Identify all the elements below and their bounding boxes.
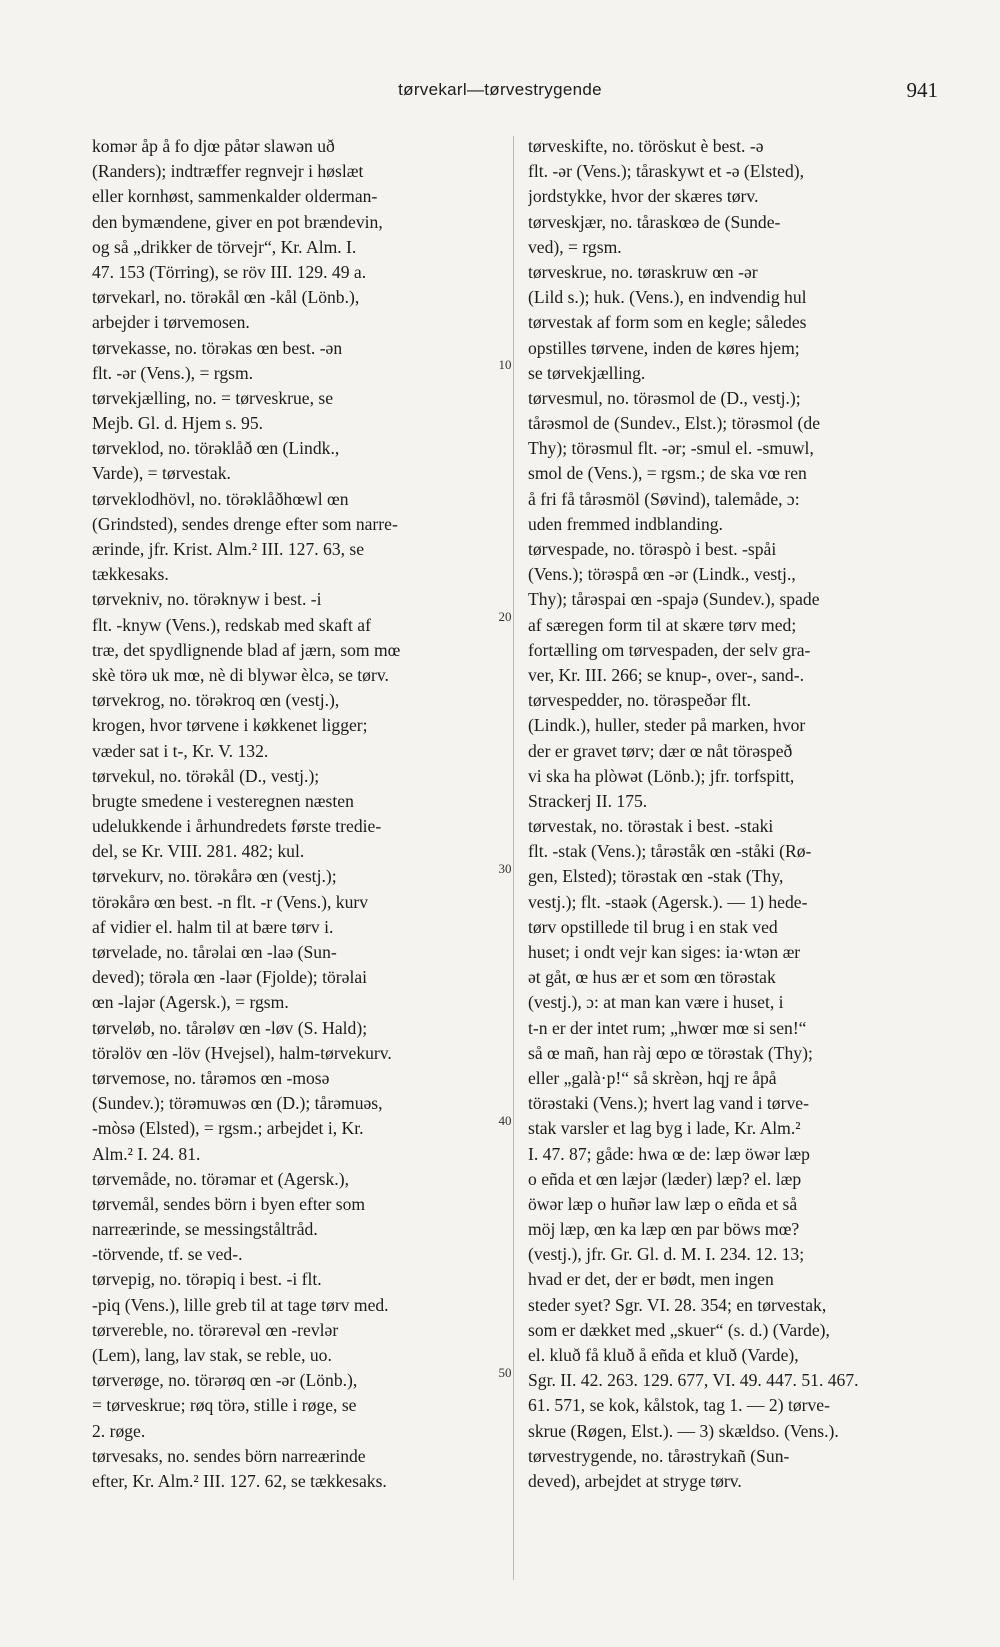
text-line: så œ mañ, han ràj œpo œ törəstak (Thy); (528, 1042, 813, 1063)
text-line: flt. -stak (Vens.); tårəståk œn -ståki (Rø- (528, 841, 812, 862)
text-line: tørveskjær, no. tåraskœə de (Sunde- (528, 211, 781, 232)
text-line: (Sundev.); törəmuwəs œn (D.); tårəmuəs, (92, 1093, 383, 1114)
text-line: tørveskifte, no. töröskut è best. -ə (528, 136, 764, 156)
text-line: törəstaki (Vens.); hvert lag vand i tørve- (528, 1093, 809, 1114)
text-line: træ, det spydlignende blad af jærn, som mœ (92, 639, 401, 660)
text-line: flt. -knyw (Vens.), redskab med skaft af (92, 614, 371, 635)
text-line: brugte smedene i vesteregnen næsten (92, 790, 354, 811)
text-line: eller „galà·p!“ så skrèən, hqj re åpå (528, 1067, 777, 1088)
text-line: der er gravet tørv; dær œ nåt törəspeð (528, 740, 793, 761)
text-line: tørvesaks, no. sendes börn narreærinde (92, 1445, 366, 1466)
text-line: tørvesmul, no. törəsmol de (D., vestj.); (528, 387, 801, 408)
text-line: (Vens.); törəspå œn -ər (Lindk., vestj., (528, 564, 796, 585)
text-line: 47. 153 (Törring), se röv III. 129. 49 a. (92, 261, 367, 282)
text-line: tørveklod, no. törəklåð œn (Lindk., (92, 438, 340, 459)
text-line: flt. -ər (Vens.), = rgsm. (92, 362, 254, 383)
text-line: skè törə uk mœ, nè di blywər èlcə, se tørv. (92, 664, 389, 685)
text-line: vestj.); flt. -staək (Agersk.). — 1) hede- (528, 891, 808, 912)
column-divider (513, 136, 514, 1580)
text-line: tørvespade, no. törəspò i best. -spåi (528, 539, 777, 559)
text-line: tørv opstillede til brug i en stak ved (528, 916, 778, 937)
text-line: smol de (Vens.), = rgsm.; de ska vœ ren (528, 463, 807, 484)
text-line: törəkårə œn best. -n flt. -r (Vens.), kurv (92, 891, 369, 912)
text-line: tørveløb, no. tårəløv œn -løv (S. Hald); (92, 1017, 368, 1038)
text-line: Strackerj II. 175. (528, 790, 648, 811)
line-marker: 30 (498, 861, 512, 876)
text-line: (Lild s.); huk. (Vens.), en indvendig hul (528, 287, 807, 308)
text-line: (Lem), lang, lav stak, se reble, uo. (92, 1345, 332, 1365)
text-line: 2. røge. (92, 1420, 146, 1441)
text-line: udelukkende i århundredets første tredie- (92, 816, 382, 837)
text-line: törəlöv œn -löv (Hvejsel), halm-tørvekurv. (92, 1042, 392, 1063)
line-marker: 20 (498, 609, 512, 624)
text-line: tørvemåde, no. törəmar et (Agersk.), (92, 1168, 349, 1189)
text-line: ærinde, jfr. Krist. Alm.² III. 127. 63, se (92, 539, 365, 559)
text-line: fortælling om tørvespaden, der selv gra- (528, 639, 811, 660)
text-line: Sgr. II. 42. 263. 129. 677, VI. 49. 447. 51. 467. (528, 1370, 859, 1391)
text-line: tørvekasse, no. törəkas œn best. -ən (92, 337, 343, 358)
text-line: tårəsmol de (Sundev., Elst.); törəsmol (de (528, 413, 821, 434)
text-line: Thy); törəsmul flt. -ər; -smul el. -smuwl, (528, 438, 814, 459)
line-marker: 10 (498, 357, 512, 372)
text-line: tørvereble, no. törərevəl œn -revlər (92, 1319, 339, 1340)
text-line: 61. 571, se kok, kålstok, tag 1. — 2) tørve- (528, 1395, 830, 1416)
text-line: Alm.² I. 24. 81. (92, 1143, 201, 1164)
text-line: öwər læp o huñər law læp o eñda et så (528, 1193, 798, 1214)
text-line: arbejder i tørvemosen. (92, 312, 250, 333)
text-line: eller kornhøst, sammenkalder olderman- (92, 186, 378, 207)
text-line: vi ska ha plòwət (Lönb.); jfr. torfspitt, (528, 765, 795, 786)
text-line: flt. -ər (Vens.); tåraskywt et -ə (Elsted), (528, 161, 805, 182)
text-line: af særegen form til at skære tørv med; (528, 614, 797, 635)
text-line: den bymændene, giver en pot brændevin, (92, 211, 383, 232)
text-line: som er dækket med „skuer“ (s. d.) (Varde), (528, 1319, 830, 1340)
text-line: uden fremmed indblanding. (528, 513, 723, 534)
text-line: skrue (Røgen, Elst.). — 3) skældso. (Vens.). (528, 1420, 839, 1441)
text-line: deved); törəla œn -laər (Fjolde); törəlai (92, 967, 368, 988)
text-line: -piq (Vens.), lille greb til at tage tørv med. (92, 1294, 389, 1315)
text-line: I. 47. 87; gåde: hwa œ de: læp öwər læp (528, 1143, 810, 1164)
text-line: tørvekniv, no. törəknyw i best. -i (92, 589, 322, 610)
text-line: tørvekrog, no. törəkroq œn (vestj.), (92, 690, 340, 711)
text-line: gen, Elsted); törəstak œn -stak (Thy, (528, 866, 784, 887)
text-line: jordstykke, hvor der skæres tørv. (528, 186, 759, 207)
left-column (92, 134, 490, 1494)
running-head: tørvekarl—tørvestrygende (398, 80, 602, 99)
text-line: tørveklodhövl, no. törəklåðhœwl œn (92, 488, 349, 509)
text-line: deved), arbejdet at stryge tørv. (528, 1470, 742, 1491)
text-line: tørvestak, no. törəstak i best. -staki (528, 816, 774, 837)
text-line: tørvepig, no. törəpiq i best. -i flt. (92, 1269, 322, 1290)
text-line: tørvelade, no. tårəlai œn -laə (Sun- (92, 942, 337, 962)
text-line: narreærinde, se messingståltråd. (92, 1219, 318, 1240)
text-line: tækkesaks. (92, 564, 169, 585)
text-line: (Grindsted), sendes drenge efter som narre- (92, 513, 398, 534)
text-line: tørvespedder, no. törəspeðər flt. (528, 690, 752, 711)
text-line: (Randers); indtræffer regnvejr i høslæt (92, 161, 364, 182)
text-line: -törvende, tf. se ved-. (92, 1244, 243, 1265)
line-marker: 50 (498, 1365, 512, 1380)
text-line: tørvemål, sendes börn i byen efter som (92, 1193, 366, 1214)
text-line: -mòsə (Elsted), = rgsm.; arbejdet i, Kr. (92, 1118, 364, 1139)
text-line: Thy); tårəspai œn -spajə (Sundev.), spade (528, 589, 820, 610)
text-line: œn -lajər (Agersk.), = rgsm. (92, 992, 289, 1013)
line-marker: 40 (498, 1113, 512, 1128)
text-line: (vestj.), ɔ: at man kan være i huset, i (528, 992, 784, 1013)
text-line: Varde), = tørvestak. (92, 463, 231, 484)
text-line: tørvekul, no. törəkål (D., vestj.); (92, 765, 320, 786)
text-line: hvad er det, der er bødt, men ingen (528, 1269, 774, 1290)
text-line: opstilles tørvene, inden de køres hjem; (528, 337, 800, 358)
text-line: = tørveskrue; røq törə, stille i røge, se (92, 1395, 357, 1416)
text-line: å fri få tårəsmöl (Søvind), talemåde, ɔ: (528, 488, 800, 509)
text-line: komər åp å fo djœ påtər slawən uð (92, 136, 335, 156)
text-line: Mejb. Gl. d. Hjem s. 95. (92, 413, 264, 434)
text-line: tørvestrygende, no. tårəstrykañ (Sun- (528, 1445, 790, 1466)
text-line: væder sat i t-, Kr. V. 132. (92, 740, 269, 761)
text-line: möj læp, œn ka læp œn par böws mœ? (528, 1219, 800, 1240)
text-line: efter, Kr. Alm.² III. 127. 62, se tækkesaks. (92, 1470, 387, 1491)
text-line: tørvekarl, no. törəkål œn -kål (Lönb.), (92, 287, 360, 308)
text-line: tørverøge, no. törərøq œn -ər (Lönb.), (92, 1370, 358, 1391)
text-line: (Lindk.), huller, steder på marken, hvor (528, 715, 806, 736)
text-line: steder syet? Sgr. VI. 28. 354; en tørvestak, (528, 1294, 827, 1315)
right-column (528, 134, 926, 1494)
text-line: (vestj.), jfr. Gr. Gl. d. M. I. 234. 12. 13; (528, 1244, 805, 1265)
text-line: se tørvekjælling. (528, 362, 646, 383)
text-line: t-n er der intet rum; „hwœr mœ si sen!“ (528, 1017, 807, 1038)
text-line: tørvekjælling, no. = tørveskrue, se (92, 387, 334, 408)
text-line: tørveskrue, no. tøraskruw œn -ər (528, 261, 758, 282)
text-line: huset; i ondt vejr kan siges: ia·wtən ær (528, 942, 801, 962)
text-line: af vidier el. halm til at bære tørv i. (92, 916, 334, 937)
text-line: tørvestak af form som en kegle; således (528, 312, 807, 333)
page-number: 941 (906, 78, 938, 102)
text-line: o eñda et œn læjər (læder) læp? el. læp (528, 1168, 802, 1189)
text-line: el. kluð få kluð å eñda et kluð (Varde), (528, 1345, 799, 1365)
text-line: ət gåt, œ hus ær et som œn törəstak (528, 967, 776, 988)
text-line: stak varsler et lag byg i lade, Kr. Alm.² (528, 1118, 801, 1139)
text-line: tørvemose, no. tårəmos œn -mosə (92, 1067, 330, 1088)
text-line: del, se Kr. VIII. 281. 482; kul. (92, 841, 305, 862)
text-line: og så „drikker de törvejr“, Kr. Alm. I. (92, 236, 357, 257)
text-line: ved), = rgsm. (528, 236, 622, 257)
text-line: tørvekurv, no. törəkårə œn (vestj.); (92, 866, 337, 887)
text-line: ver, Kr. III. 266; se knup-, over-, sand-. (528, 664, 804, 685)
text-line: krogen, hvor tørvene i køkkenet ligger; (92, 715, 368, 736)
